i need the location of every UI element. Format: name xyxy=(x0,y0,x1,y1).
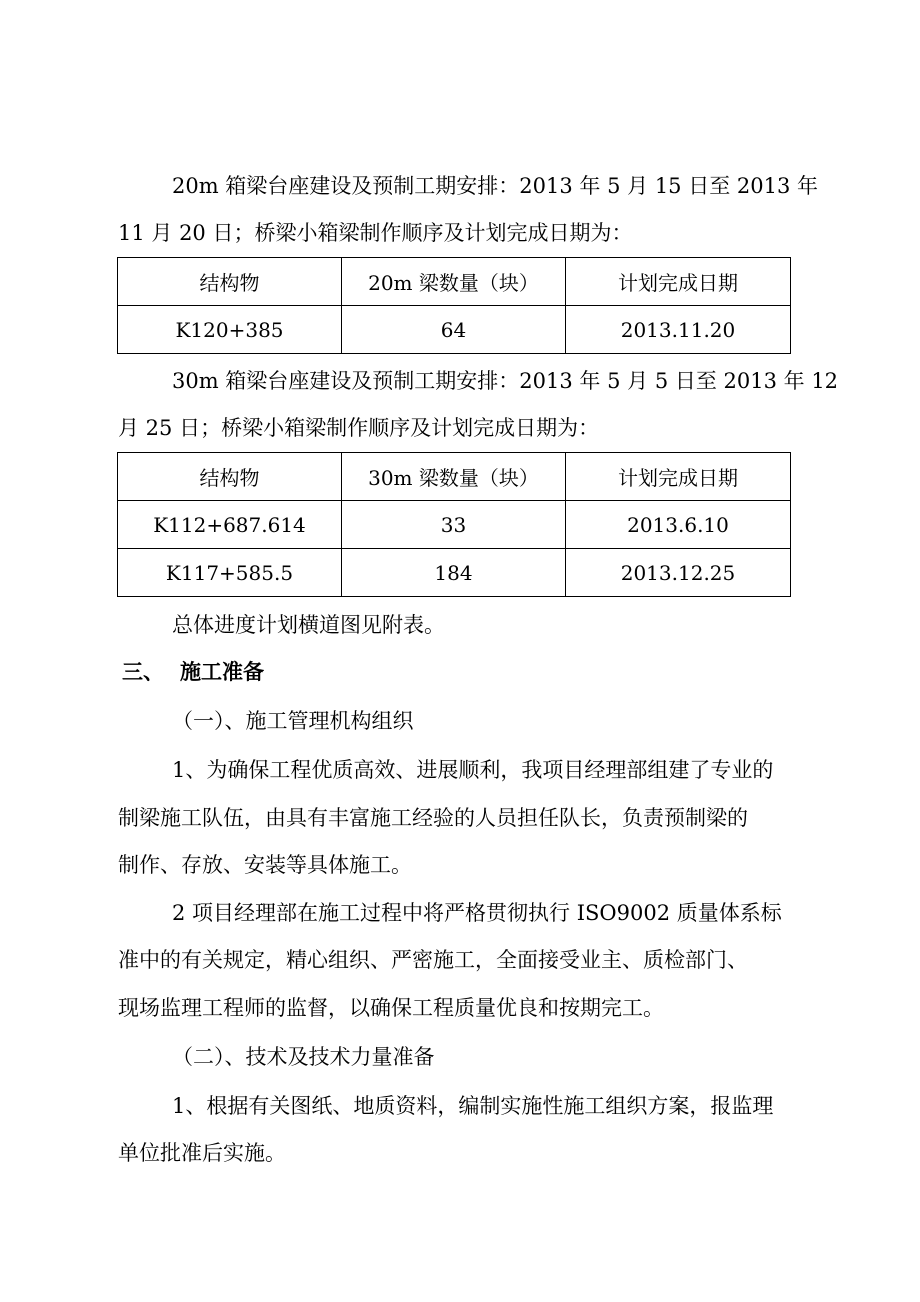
table-row xyxy=(118,549,791,597)
table-row xyxy=(118,501,791,549)
subsection-2-title: （二）、技术及技术力量准备 xyxy=(172,1045,435,1069)
header-beam-count: 30m 梁数量（块） xyxy=(342,453,566,501)
chapter-title: 施工准备 xyxy=(180,659,264,684)
section-20m-intro-line1: 20m 箱梁台座建设及预制工期安排：2013 年 5 月 15 日至 2013 年 xyxy=(172,174,819,198)
cell-structure: K120+385 xyxy=(118,306,342,354)
table-header-row xyxy=(118,258,791,306)
cell-structure: K117+585.5 xyxy=(118,549,342,597)
cell-beam-count: 33 xyxy=(342,501,566,549)
paragraph-3-line2: 单位批准后实施。 xyxy=(118,1141,286,1165)
cell-completion-date: 2013.12.25 xyxy=(566,549,791,597)
section-30m-intro-line2: 月 25 日；桥梁小箱梁制作顺序及计划完成日期为： xyxy=(118,416,600,440)
paragraph-2-line3: 现场监理工程师的监督，以确保工程质量优良和按期完工。 xyxy=(118,996,664,1020)
cell-completion-date: 2013.6.10 xyxy=(566,501,791,549)
paragraph-1-line3: 制作、存放、安装等具体施工。 xyxy=(118,853,412,877)
header-completion-date: 计划完成日期 xyxy=(566,453,791,501)
section-30m-intro-line1: 30m 箱梁台座建设及预制工期安排：2013 年 5 月 5 日至 2013 年 12 xyxy=(172,369,839,393)
table-row xyxy=(118,306,791,354)
section-20m-intro-line2: 11 月 20 日；桥梁小箱梁制作顺序及计划完成日期为： xyxy=(118,221,633,245)
paragraph-3-line1: 1、根据有关图纸、地质资料，编制实施性施工组织方案，报监理 xyxy=(172,1094,774,1118)
beam-30m-table xyxy=(117,452,791,597)
cell-structure: K112+687.614 xyxy=(118,501,342,549)
paragraph-2-line1: 2 项目经理部在施工过程中将严格贯彻执行 ISO9002 质量体系标 xyxy=(172,901,782,925)
cell-completion-date: 2013.11.20 xyxy=(566,306,791,354)
schedule-note: 总体进度计划横道图见附表。 xyxy=(172,613,445,637)
header-completion-date: 计划完成日期 xyxy=(566,258,791,306)
chapter-heading xyxy=(122,658,264,686)
cell-beam-count: 64 xyxy=(342,306,566,354)
table-header-row xyxy=(118,453,791,501)
paragraph-1-line2: 制梁施工队伍，由具有丰富施工经验的人员担任队长，负责预制梁的 xyxy=(118,806,748,830)
paragraph-2-line2: 准中的有关规定，精心组织、严密施工，全面接受业主、质检部门、 xyxy=(118,948,748,972)
paragraph-1-line1: 1、为确保工程优质高效、进展顺利，我项目经理部组建了专业的 xyxy=(172,758,774,782)
header-structure: 结构物 xyxy=(118,453,342,501)
beam-20m-table xyxy=(117,257,791,354)
cell-beam-count: 184 xyxy=(342,549,566,597)
header-structure: 结构物 xyxy=(118,258,342,306)
header-beam-count: 20m 梁数量（块） xyxy=(342,258,566,306)
subsection-1-title: （一）、施工管理机构组织 xyxy=(172,709,414,733)
chapter-number: 三、 xyxy=(122,659,164,684)
